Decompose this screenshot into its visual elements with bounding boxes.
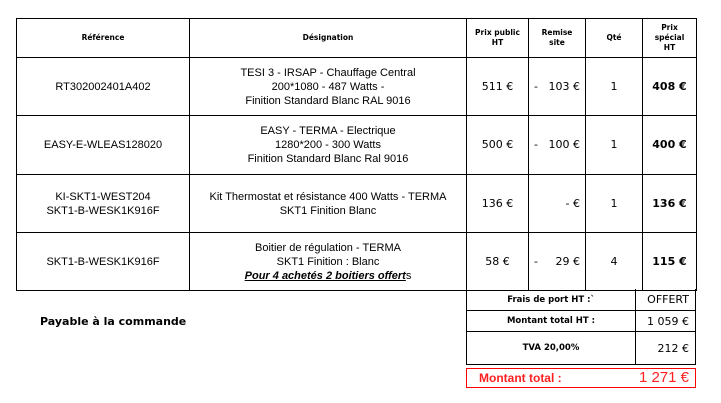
designation-line: 1280*200 - 300 Watts [275,139,381,151]
remise-value: - € [565,196,580,210]
header-designation: Désignation [190,19,467,58]
qte-cell: 1 [586,58,643,116]
designation-cell [190,116,467,175]
total-label: Montant total : [479,371,562,385]
remise-cell [529,58,586,116]
montant-ht-value: 1 059 € [636,311,696,332]
header-prix-public: Prix public HT [467,19,529,58]
frais-port-label: Frais de port HT :` [466,289,636,311]
qte-cell: 4 [586,233,643,291]
reference-text: EASY-E-WLEAS128020 [43,139,163,151]
qte-cell: 1 [586,175,643,233]
frais-port-value: OFFERT [636,289,696,311]
remise-cell [529,233,586,291]
prix-public-cell: 136 € [467,175,529,233]
montant-ht-label: Montant total HT : [466,311,636,332]
designation-cell [190,58,467,116]
reference-cell [17,116,190,175]
reference-cell [17,233,190,291]
prix-special-cell: 136 € [643,175,697,233]
remise-dash: - [534,254,538,268]
table-row [17,233,697,291]
designation-cell [190,233,467,291]
header-qte: Qté [586,19,643,58]
total-box [466,368,696,388]
remise-cell [529,175,586,233]
reference-text: SKT1-B-WESK1K916F [46,255,160,268]
prix-public-cell: 500 € [467,116,529,175]
reference-cell [17,175,190,233]
designation-line: Finition Standard Blanc Ral 9016 [247,153,409,165]
prix-public-cell: 58 € [467,233,529,291]
reference-text: SKT1-B-WESK1K916F [46,204,160,217]
reference-text: RT302002401A402 [55,80,151,93]
promo-tail: s [405,269,412,282]
designation-line: SKT1 Finition : Blanc [276,255,380,268]
qte-cell: 1 [586,116,643,175]
promo-text: Pour 4 achetés 2 boitiers offert [244,269,406,282]
designation-line: Boitier de régulation - TERMA [255,241,401,254]
prix-special-cell: 408 € [643,58,697,116]
designation-line: TESI 3 - IRSAP - Chauffage Central [240,66,416,79]
promo-line [194,269,462,283]
header-row [17,19,697,58]
prix-special-cell: 115 € [643,233,697,291]
remise-dash: - [534,79,538,93]
remise-cell [529,116,586,175]
tva-value: 212 € [636,332,696,365]
designation-line: Kit Thermostat et résistance 400 Watts - TERMA [209,190,447,203]
header-prix-special-line2: HT [663,43,676,52]
reference-text: KI-SKT1-WEST204 [55,190,151,203]
total-value: 1 271 € [638,369,689,386]
remise-value: 103 € [548,79,580,93]
designation-cell [190,175,467,233]
header-remise: Remise site [529,19,586,58]
quote-table [16,18,697,291]
designation-line: SKT1 Finition Blanc [279,204,377,217]
payment-terms: Payable à la commande [40,315,187,328]
tva-label: TVA 20,00% [466,332,636,365]
header-reference: Référence [17,19,190,58]
prix-special-cell: 400 € [643,116,697,175]
header-prix-special-line1: Prix spécial [654,23,685,42]
prix-public-cell: 511 € [467,58,529,116]
remise-value: 29 € [555,254,580,268]
table-row [17,175,697,233]
reference-cell [17,58,190,116]
remise-dash: - [534,138,538,151]
designation-line: Finition Standard Blanc RAL 9016 [245,94,411,107]
designation-line: EASY - TERMA - Electrique [260,125,396,137]
designation-line: 200*1080 - 487 Watts - [271,80,385,93]
remise-value: 100 € [548,138,580,151]
table-row [17,58,697,116]
header-prix-special [643,19,697,58]
table-row [17,116,697,175]
